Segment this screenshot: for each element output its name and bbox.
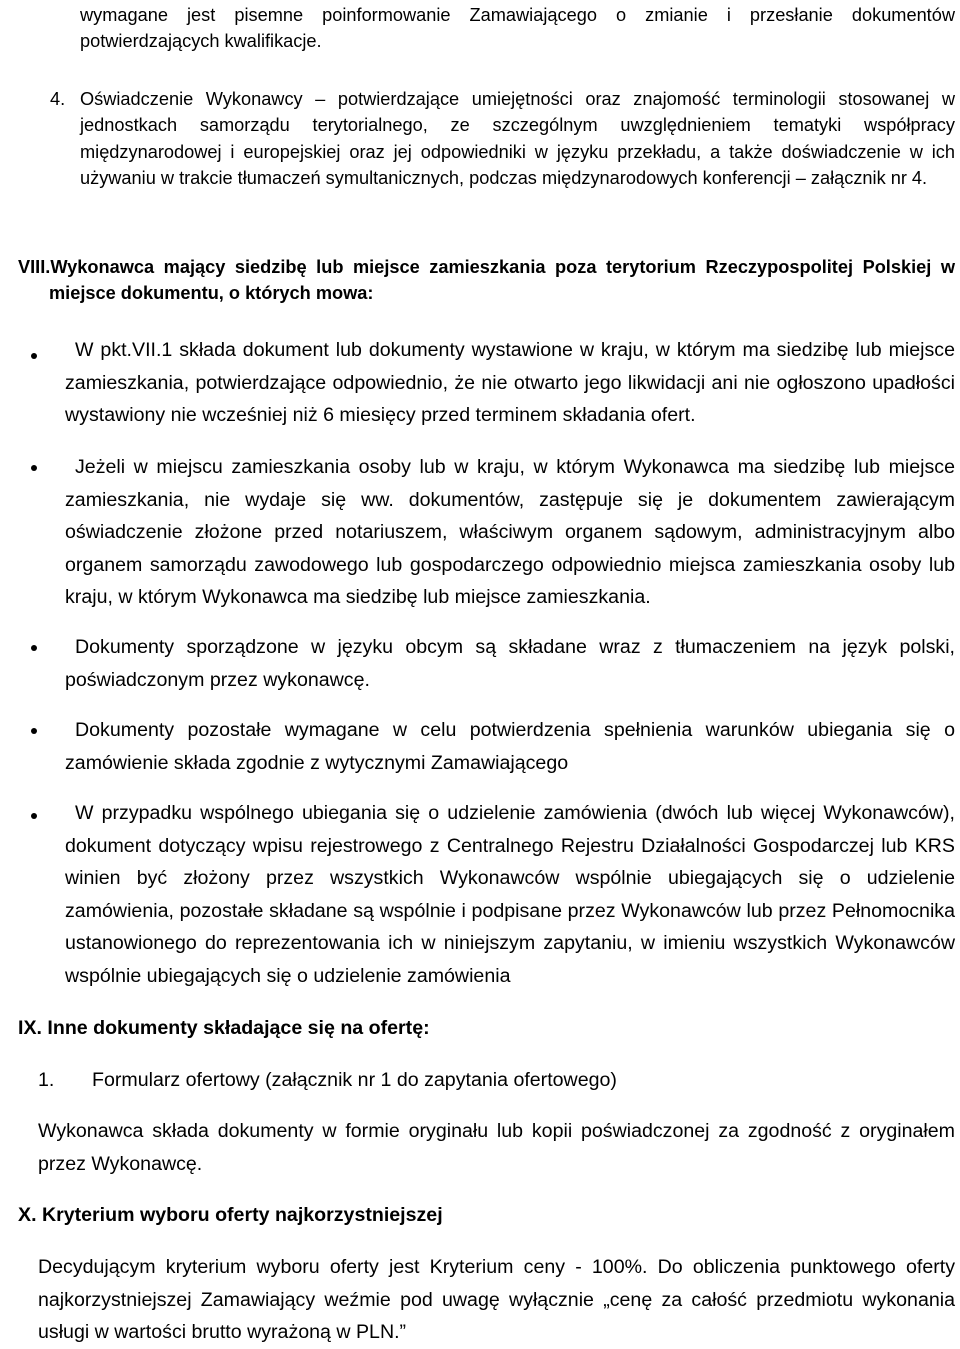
section-9-item-text: Formularz ofertowy (załącznik nr 1 do zapytania ofertowego) (92, 1069, 617, 1091)
bullet-item-5: W przypadku wspólnego ubiegania się o udzielenie zamówienia (dwóch lub więcej Wykonawców), dokument dotyczący wpisu rejestrowego z Centralnego Rejestru Działalności Gospodarczej lub KRS winien być złożony przez wszystkich Wykonawców wspólnie ubiegających się o udzielenie zamówienia, pozostałe składane są wspólnie i podpisane przez Wykonawców lub przez Pełnomocnika ustanowionego do reprezentowania ich w niniejszym zapytaniu, w imieniu wszystkich Wykonawców wspólnie ubiegających się o udzielenie zamówienia (65, 802, 955, 987)
bullet-icon (31, 353, 37, 359)
section-9-item-number: 1. (38, 1069, 55, 1091)
bullet-item-1: W pkt.VII.1 składa dokument lub dokumenty wystawione w kraju, w którym ma siedzibę lub miejsce zamieszkania, potwierdzające odpowiednio, że nie otwarto jego likwidacji ani nie ogłoszono upadłości wystawiony nie wcześniej niż 6 miesięcy przed terminem składania ofert. (65, 339, 955, 427)
intro-paragraph: wymagane jest pisemne poinformowanie Zamawiającego o zmianie i przesłanie dokumentów potwierdzających kwalifikacje. (80, 5, 955, 52)
section-9-paragraph: Wykonawca składa dokumenty w formie oryginału lub kopii poświadczonej za zgodność z oryginałem przez Wykonawcę. (38, 1120, 955, 1175)
item-4-number: 4. (50, 89, 66, 109)
bullet-item-3: Dokumenty sporządzone w języku obcym są składane wraz z tłumaczeniem na język polski, poświadczonym przez wykonawcę. (65, 636, 955, 691)
item-4-text: Oświadczenie Wykonawcy – potwierdzające umiejętności oraz znajomość terminologii stosowanej w jednostkach samorządu terytorialnego, ze szczególnym uwzględnieniem tematyki współpracy międzynarodowej i europejskiej oraz jej odpowiedniki w języku przekładu, a także doświadczenie w ich używaniu w trakcie tłumaczeń symultanicznych, podczas międzynarodowych konferencji – załącznik nr 4. (80, 89, 955, 189)
bullet-icon (31, 645, 37, 651)
section-8-heading: VIII.Wykonawca mający siedzibę lub miejsce zamieszkania poza terytorium Rzeczypospolitej Polskiej w miejsce dokumentu, o których mowa: (18, 257, 955, 304)
bullet-item-4: Dokumenty pozostałe wymagane w celu potwierdzenia spełnienia warunków ubiegania się o zamówienie składa zgodnie z wytycznymi Zamawiającego (65, 719, 955, 774)
section-9-heading: IX. Inne dokumenty składające się na ofertę: (18, 1017, 430, 1039)
bullet-icon (31, 813, 37, 819)
bullet-icon (31, 728, 37, 734)
section-10-paragraph: Decydującym kryterium wyboru oferty jest Kryterium ceny - 100%. Do obliczenia punktowego oferty najkorzystniejszej Zamawiający weźmie pod uwagę wyłącznie „cenę za całość przedmiotu wykonania usługi w wartości brutto wyrażoną w PLN.” (38, 1256, 955, 1344)
bullet-item-2: Jeżeli w miejscu zamieszkania osoby lub w kraju, w którym Wykonawca ma siedzibę lub miejsce zamieszkania, nie wydaje się ww. dokumentów, zastępuje się je dokumentem zawierającym oświadczenie złożone przed notariuszem, właściwym organem sądowym, administracyjnym albo organem samorządu zawodowego lub gospodarczego odpowiednio miejsca zamieszkania osoby lub kraju, w którym Wykonawca ma siedzibę lub miejsce zamieszkania. (65, 456, 955, 609)
section-10-heading: X. Kryterium wyboru oferty najkorzystniejszej (18, 1204, 443, 1226)
bullet-icon (31, 465, 37, 471)
